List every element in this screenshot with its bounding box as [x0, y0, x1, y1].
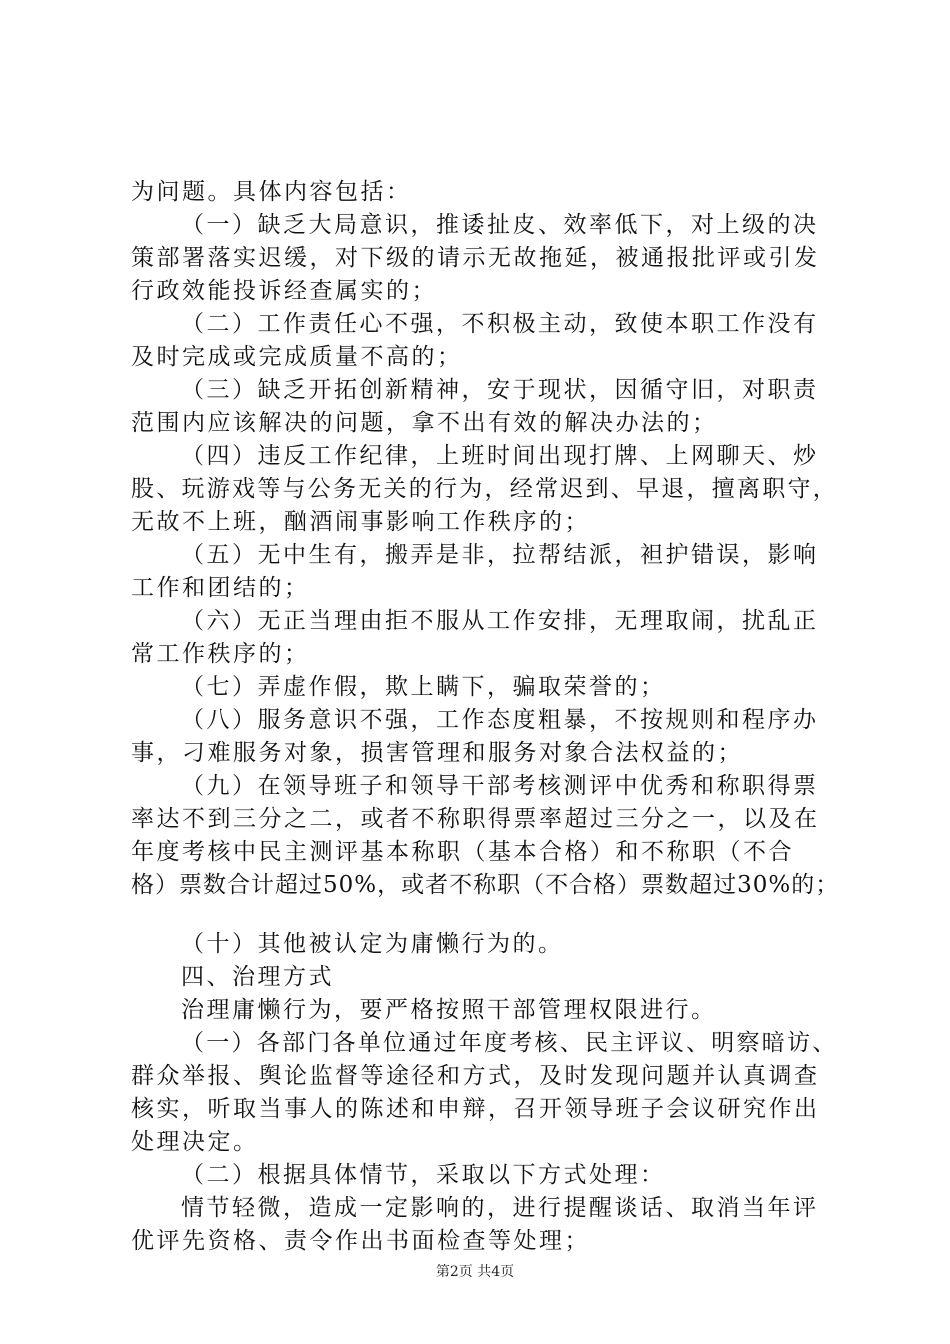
text-line: （三）缺乏开拓创新精神，安于现状，因循守旧，对职责: [181, 377, 819, 403]
text-line: 格）票数合计超过50%，或者不称职（不合格）票数超过30%的；: [131, 872, 840, 898]
text-line: 工作和团结的；: [131, 575, 310, 601]
text-line: 行政效能投诉经查属实的；: [131, 278, 437, 304]
text-line: （四）违反工作纪律，上班时间出现打牌、上网聊天、炒: [181, 443, 819, 469]
text-line: 常工作秩序的；: [131, 641, 310, 667]
text-line: 率达不到三分之二，或者不称职得票率超过三分之一，以及在: [131, 806, 820, 832]
text-line: （二）工作责任心不强，不积极主动，致使本职工作没有: [181, 311, 819, 337]
text-line: 四、治理方式: [181, 964, 334, 990]
text-line: 股、玩游戏等与公务无关的行为，经常迟到、早退，擅离职守，: [131, 476, 838, 502]
text-line: 群众举报、舆论监督等途径和方式，及时发现问题并认真调查: [131, 1063, 820, 1089]
text-line: （六）无正当理由拒不服从工作安排，无理取闹，扰乱正: [181, 608, 819, 634]
text-line: 年度考核中民主测评基本称职（基本合格）和不称职（不合: [131, 839, 794, 865]
text-line: （五）无中生有，搬弄是非，拉帮结派，袒护错误，影响: [181, 542, 819, 568]
text-line: 事，刁难服务对象，损害管理和服务对象合法权益的；: [131, 740, 743, 766]
text-line: 策部署落实迟缓，对下级的请示无故拖延，被通报批评或引发: [131, 245, 820, 271]
document-body: [131, 176, 840, 1258]
text-line: （八）服务意识不强，工作态度粗暴，不按规则和程序办: [181, 707, 819, 733]
text-line: （二）根据具体情节，采取以下方式处理：: [181, 1162, 666, 1188]
text-line: 为问题。具体内容包括：: [131, 179, 412, 205]
page-footer: 第2页 共4页: [435, 1264, 515, 1280]
text-line: 及时完成或完成质量不高的；: [131, 344, 463, 370]
text-line: （十）其他被认定为庸懒行为的。: [181, 931, 564, 957]
text-line: 无故不上班，酗酒闹事影响工作秩序的；: [131, 509, 590, 535]
text-line: 情节轻微，造成一定影响的，进行提醒谈话、取消当年评: [181, 1195, 819, 1221]
text-line: 核实，听取当事人的陈述和申辩，召开领导班子会议研究作出: [131, 1096, 820, 1122]
text-line: 治理庸懒行为，要严格按照干部管理权限进行。: [181, 997, 717, 1023]
text-line: 处理决定。: [131, 1129, 259, 1155]
text-line: （一）缺乏大局意识，推诿扯皮、效率低下，对上级的决: [181, 212, 819, 238]
text-line: 优评先资格、责令作出书面检查等处理；: [131, 1228, 590, 1254]
text-line: （七）弄虚作假，欺上瞒下，骗取荣誉的；: [181, 674, 666, 700]
text-line: 范围内应该解决的问题，拿不出有效的解决办法的；: [131, 410, 718, 436]
paragraph-gap: [131, 902, 836, 928]
text-line: （九）在领导班子和领导干部考核测评中优秀和称职得票: [181, 773, 819, 799]
text-line: （一）各部门各单位通过年度考核、民主评议、明察暗访、: [181, 1030, 838, 1056]
